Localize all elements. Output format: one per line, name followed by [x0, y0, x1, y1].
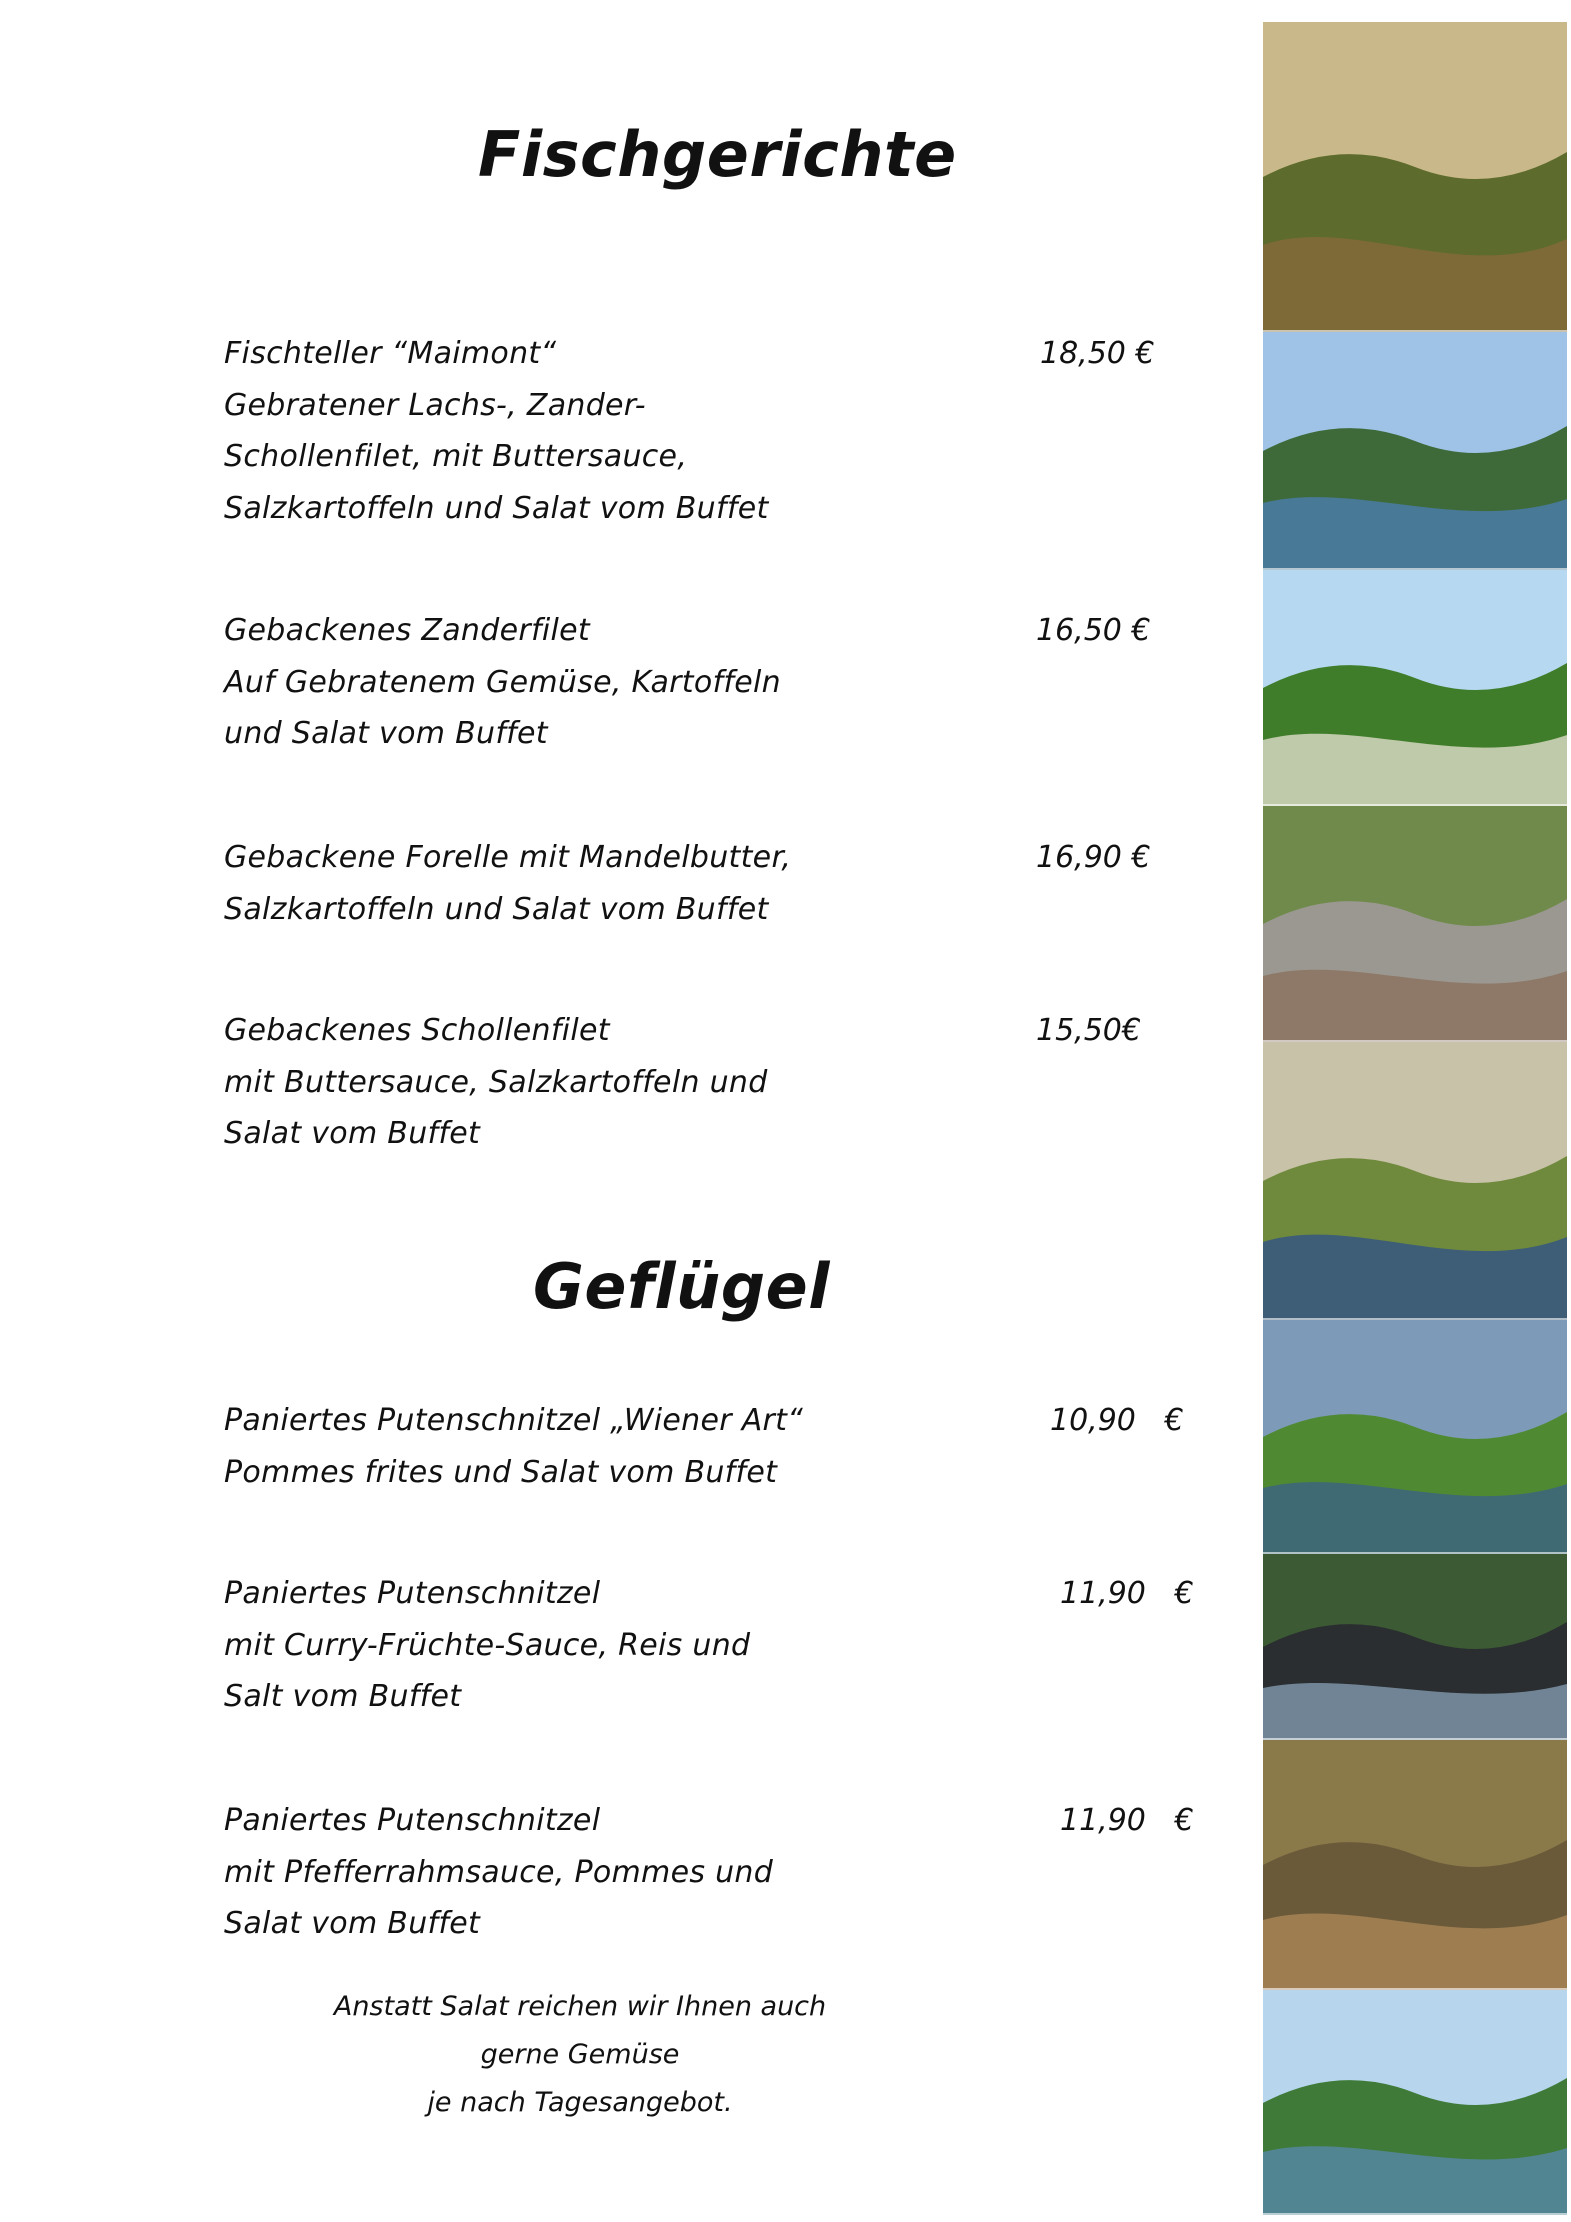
menu-item [224, 328, 1155, 534]
menu-item-line: Salat vom Buffet [224, 1906, 481, 1941]
meadow-creek-photo [1263, 1042, 1567, 1320]
menu-item [224, 832, 1151, 935]
lake-bench-photo [1263, 1320, 1567, 1554]
menu-item-description [224, 1395, 844, 1498]
menu-item-line: Pommes frites und Salat vom Buffet [224, 1454, 778, 1490]
menu-item-price: 11,90 € [1060, 1576, 1194, 1611]
menu-item-description [224, 1568, 844, 1723]
menu-item-description [224, 1795, 844, 1950]
menu-item [224, 1568, 1194, 1723]
section-title-fischgerichte: Fischgerichte [478, 118, 957, 191]
menu-item-description [224, 328, 844, 534]
menu-item-line: Auf Gebratenem Gemüse, Kartoffeln [224, 664, 781, 700]
menu-item-line: Schollenfilet, mit Buttersauce, [224, 439, 688, 474]
menu-item-name: Gebackene Forelle mit Mandelbutter, [224, 840, 792, 875]
menu-item-line: mit Buttersauce, Salzkartoffeln und [224, 1064, 768, 1100]
menu-item-description [224, 832, 844, 935]
village-lake-photo [1263, 1990, 1567, 2215]
photo-strip [1263, 22, 1567, 2215]
section-title-gefluegel: Geflügel [533, 1250, 830, 1323]
menu-item-line: Salat vom Buffet [224, 1116, 481, 1151]
menu-item [224, 605, 1151, 760]
menu-item-price: 10,90 € [1050, 1403, 1184, 1438]
menu-item-line: mit Curry-Früchte-Sauce, Reis und [224, 1627, 751, 1663]
menu-item-price: 11,90 € [1060, 1803, 1194, 1838]
water-fountain-photo [1263, 1554, 1567, 1740]
menu-item-price: 18,50 € [1040, 336, 1155, 371]
menu-item [224, 1795, 1194, 1950]
menu-item-line: und Salat vom Buffet [224, 716, 548, 751]
menu-item-line: Gebratener Lachs-, Zander- [224, 387, 646, 423]
stone-fountain-photo [1263, 806, 1567, 1042]
menu-item-price: 15,50€ [1036, 1013, 1141, 1048]
menu-item-name: Paniertes Putenschnitzel [224, 1803, 601, 1838]
menu-item-name: Gebackenes Schollenfilet [224, 1013, 610, 1048]
menu-item-description [224, 1005, 844, 1160]
menu-item-line: mit Pfefferrahmsauce, Pommes und [224, 1854, 774, 1890]
lake-reflection-photo [1263, 332, 1567, 570]
menu-item [224, 1395, 1184, 1498]
lake-house-photo [1263, 570, 1567, 806]
menu-item-name: Paniertes Putenschnitzel „Wiener Art“ [224, 1403, 804, 1438]
menu-item-price: 16,90 € [1036, 840, 1151, 875]
menu-item-description [224, 605, 844, 760]
menu-footnote [300, 1983, 860, 2127]
menu-item [224, 1005, 1141, 1160]
footnote-line: Anstatt Salat reichen wir Ihnen auch gerne Gemüse [333, 1991, 827, 2070]
menu-item-line: Salzkartoffeln und Salat vom Buffet [224, 891, 769, 927]
footnote-line: je nach Tagesangebot. [427, 2087, 733, 2118]
menu-item-name: Paniertes Putenschnitzel [224, 1576, 601, 1611]
forest-stream-photo [1263, 22, 1567, 332]
menu-item-line: Salt vom Buffet [224, 1679, 462, 1714]
menu-item-price: 16,50 € [1036, 613, 1151, 648]
menu-item-line: Salzkartoffeln und Salat vom Buffet [224, 490, 769, 526]
menu-item-name: Fischteller “Maimont“ [224, 336, 557, 371]
menu-item-name: Gebackenes Zanderfilet [224, 613, 590, 648]
reed-pond-photo [1263, 1740, 1567, 1990]
